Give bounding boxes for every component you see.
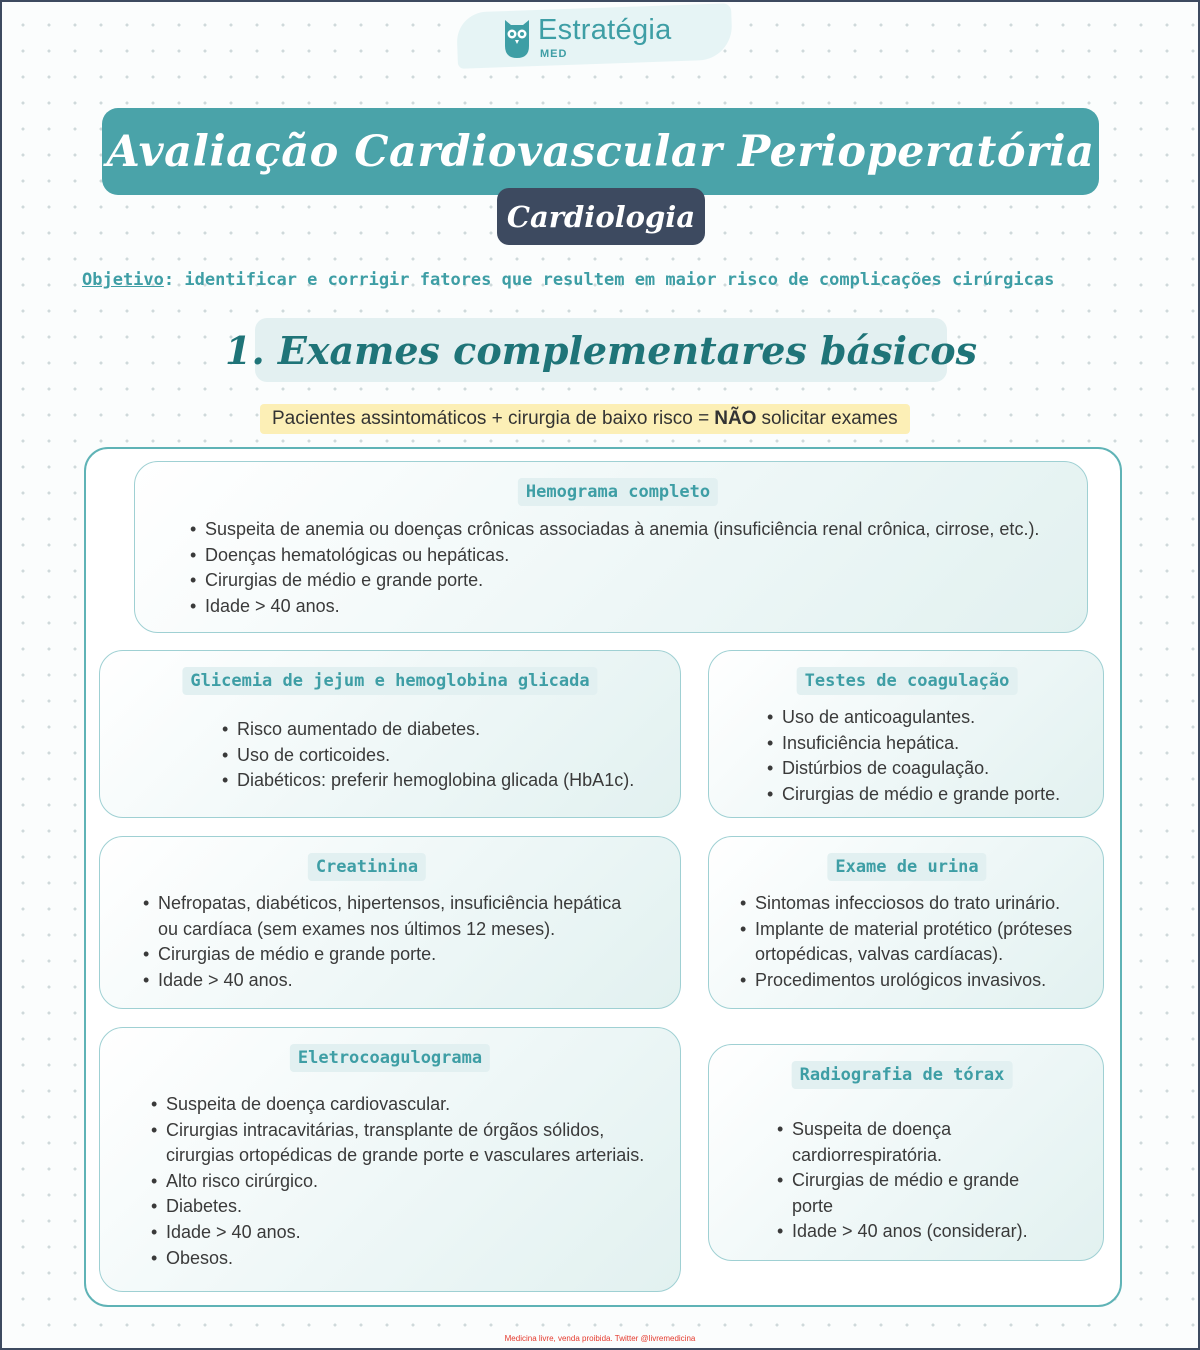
list-item: • Obesos.	[151, 1246, 671, 1272]
subject-badge	[497, 188, 705, 245]
card-title: Testes de coagulação	[797, 667, 1018, 695]
card-title: Exame de urina	[827, 853, 986, 881]
card-title: Hemograma completo	[518, 478, 718, 506]
highlight-note	[260, 404, 910, 434]
list-item: • Cirurgias de médio e grande porte.	[143, 942, 643, 968]
card-title: Glicemia de jejum e hemoglobina glicada	[182, 667, 597, 695]
section-title-box	[225, 318, 977, 382]
list-item: • Risco aumentado de diabetes.	[222, 717, 662, 743]
list-item: • Cirurgias intracavitárias, transplante de órgãos sólidos, cirurgias ortopédicas de grande porte e vasculares arteriais.	[151, 1118, 671, 1169]
card-list	[777, 1117, 1047, 1245]
card-title: Creatinina	[308, 853, 426, 881]
card-eletrocoagulograma	[99, 1027, 681, 1292]
list-item: • Suspeita de anemia ou doenças crônicas associadas à anemia (insuficiência renal crônica, cirrose, etc.).	[190, 517, 1070, 543]
list-item: • Uso de anticoagulantes.	[767, 705, 1087, 731]
list-item: • Cirurgias de médio e grande porte.	[767, 782, 1087, 808]
owl-logo-icon	[502, 16, 532, 60]
card-hemograma	[134, 461, 1088, 633]
list-item: • Nefropatas, diabéticos, hipertensos, insuficiência hepática ou cardíaca (sem exames nos últimos 12 meses).	[143, 891, 643, 942]
list-item: • Procedimentos urológicos invasivos.	[740, 968, 1095, 994]
note-emphasis: NÃO	[714, 408, 757, 429]
card-list	[143, 891, 643, 993]
card-list	[740, 891, 1095, 993]
card-list	[767, 705, 1087, 807]
list-item: • Diabéticos: preferir hemoglobina glicada (HbA1c).	[222, 768, 662, 794]
list-item: • Insuficiência hepática.	[767, 731, 1087, 757]
list-item: • Idade > 40 anos (considerar).	[777, 1219, 1047, 1245]
card-glicemia	[99, 650, 681, 818]
list-item: • Diabetes.	[151, 1194, 671, 1220]
title-banner	[102, 108, 1099, 195]
objective-line	[82, 270, 1142, 290]
list-item: • Uso de corticoides.	[222, 743, 662, 769]
objective-text: : identificar e corrigir fatores que resultem em maior risco de complicações cirúrgicas	[163, 270, 1055, 290]
brand-logo	[502, 14, 702, 64]
card-coagulacao	[708, 650, 1104, 818]
list-item: • Cirurgias de médio e grande porte	[777, 1168, 1047, 1219]
card-list	[190, 517, 1070, 619]
brand-subtitle: MED	[540, 48, 568, 60]
card-list	[151, 1092, 671, 1271]
subject-label: Cardiologia	[506, 199, 696, 234]
card-title: Eletrocoagulograma	[290, 1044, 490, 1072]
list-item: • Idade > 40 anos.	[190, 594, 1070, 620]
list-item: • Suspeita de doença cardiovascular.	[151, 1092, 671, 1118]
brand-name: Estratégia	[538, 14, 672, 46]
section-title: 1. Exames complementares básicos	[225, 327, 977, 373]
list-item: • Idade > 40 anos.	[143, 968, 643, 994]
card-list	[222, 717, 662, 794]
card-urina	[708, 836, 1104, 1009]
list-item: • Distúrbios de coagulação.	[767, 756, 1087, 782]
card-creatinina	[99, 836, 681, 1009]
note-text-after: solicitar exames	[761, 408, 898, 429]
list-item: • Cirurgias de médio e grande porte.	[190, 568, 1070, 594]
card-title: Radiografia de tórax	[792, 1061, 1013, 1089]
list-item: • Suspeita de doença cardiorrespiratória.	[777, 1117, 1047, 1168]
note-text-before: Pacientes assintomáticos + cirurgia de baixo risco =	[272, 408, 710, 429]
list-item: • Alto risco cirúrgico.	[151, 1169, 671, 1195]
page-title: Avaliação Cardiovascular Perioperatória	[106, 126, 1095, 177]
list-item: • Doenças hematológicas ou hepáticas.	[190, 543, 1070, 569]
footer-credit: Medicina livre, venda proibida. Twitter @livremedicina	[504, 1334, 696, 1343]
objective-label: Objetivo	[82, 270, 164, 290]
list-item: • Idade > 40 anos.	[151, 1220, 671, 1246]
card-radiografia	[708, 1044, 1104, 1261]
list-item: • Implante de material protético (próteses ortopédicas, valvas cardíacas).	[740, 917, 1095, 968]
list-item: • Sintomas infecciosos do trato urinário.	[740, 891, 1095, 917]
